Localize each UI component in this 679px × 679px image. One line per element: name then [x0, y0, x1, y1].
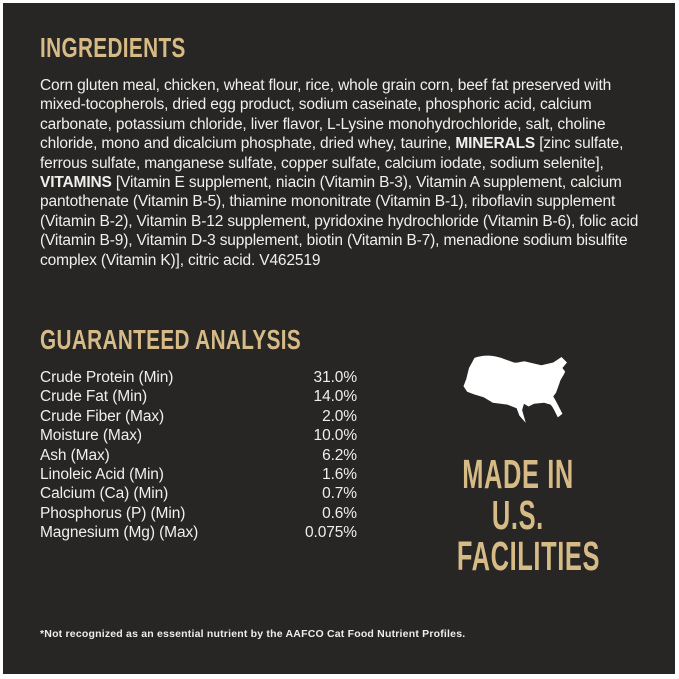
ingredients-segment-bold: MINERALS [455, 135, 536, 153]
analysis-row-value: 1.6% [322, 466, 357, 484]
guaranteed-analysis-heading: GUARANTEED ANALYSIS [40, 324, 302, 355]
analysis-row-label: Calcium (Ca) (Min) [40, 485, 169, 503]
analysis-row-label: Phosphorus (P) (Min) [40, 504, 186, 522]
ingredients-segment: [zinc sulfate, ferrous sulfate, manganese sulfate, copper sulfate, calcium iodate, sodium selenite], [40, 135, 624, 172]
analysis-row-value: 6.2% [322, 446, 357, 464]
analysis-row-value: 31.0% [313, 369, 357, 386]
guaranteed-analysis-table [40, 368, 357, 543]
analysis-row [40, 523, 357, 542]
footnote-text: *Not recognized as an essential nutrient by the AAFCO Cat Food Nutrient Profiles. [40, 628, 466, 640]
usa-map-icon [456, 346, 580, 433]
ingredients-heading: INGREDIENTS [40, 32, 186, 63]
analysis-row [40, 407, 357, 426]
made-in-line: FACILITIES [456, 533, 601, 579]
analysis-row-value: 0.7% [322, 485, 357, 503]
analysis-row [40, 484, 357, 503]
analysis-row-label: Ash (Max) [40, 446, 110, 464]
ingredients-segment: [Vitamin E supplement, niacin (Vitamin B-3), Vitamin A supplement, calcium pantothenate (Vitamin B-5), thiamine mononitrate (Vitamin B-1), riboflavin supplement (Vitamin B-2), Vitamin B-12 supplement, pyridoxine hydrochloride (Vitamin B-6), folic acid (Vitamin B-9), Vitamin D-3 supplement, biotin (Vitamin B-7), menadione sodium bisulfite complex (Vitamin K)], citric acid. V462519 [40, 174, 639, 269]
ingredients-segment-bold: VITAMINS [40, 174, 112, 192]
analysis-row-label: Magnesium (Mg) (Max) [40, 524, 199, 542]
analysis-row [40, 465, 357, 484]
ingredients-text [40, 76, 648, 270]
analysis-row-value: 0.6% [322, 504, 357, 522]
analysis-row [40, 426, 357, 445]
analysis-row-value: 0.075% [305, 524, 357, 542]
analysis-row-value: 14.0% [313, 388, 357, 406]
analysis-row-label: Crude Fiber (Max) [40, 407, 165, 425]
analysis-row-value: 10.0% [313, 427, 357, 445]
made-in-line: U.S. [492, 492, 544, 538]
made-in-text [413, 451, 623, 579]
analysis-row [40, 368, 357, 387]
analysis-row [40, 504, 357, 523]
ingredients-segment: Corn gluten meal, chicken, wheat flour, rice, whole grain corn, beef fat preserved with mixed-tocopherols, dried egg product, sodium caseinate, phosphoric acid, calcium carbonate, potassium chloride, liver flavor, L-Lysine monohydrochloride, salt, choline chloride, mono and dicalcium phosphate, dried whey, taurine, [40, 77, 612, 153]
made-in-us-block [413, 346, 623, 577]
analysis-row-label: Crude Fat (Min) [40, 388, 148, 406]
analysis-row-label: Crude Protein (Min) [40, 369, 174, 386]
made-in-line: MADE IN [462, 451, 574, 497]
analysis-row [40, 387, 357, 406]
analysis-row-label: Linoleic Acid (Min) [40, 466, 164, 484]
analysis-row-label: Moisture (Max) [40, 427, 142, 445]
analysis-row-value: 2.0% [322, 407, 357, 425]
analysis-row [40, 446, 357, 465]
